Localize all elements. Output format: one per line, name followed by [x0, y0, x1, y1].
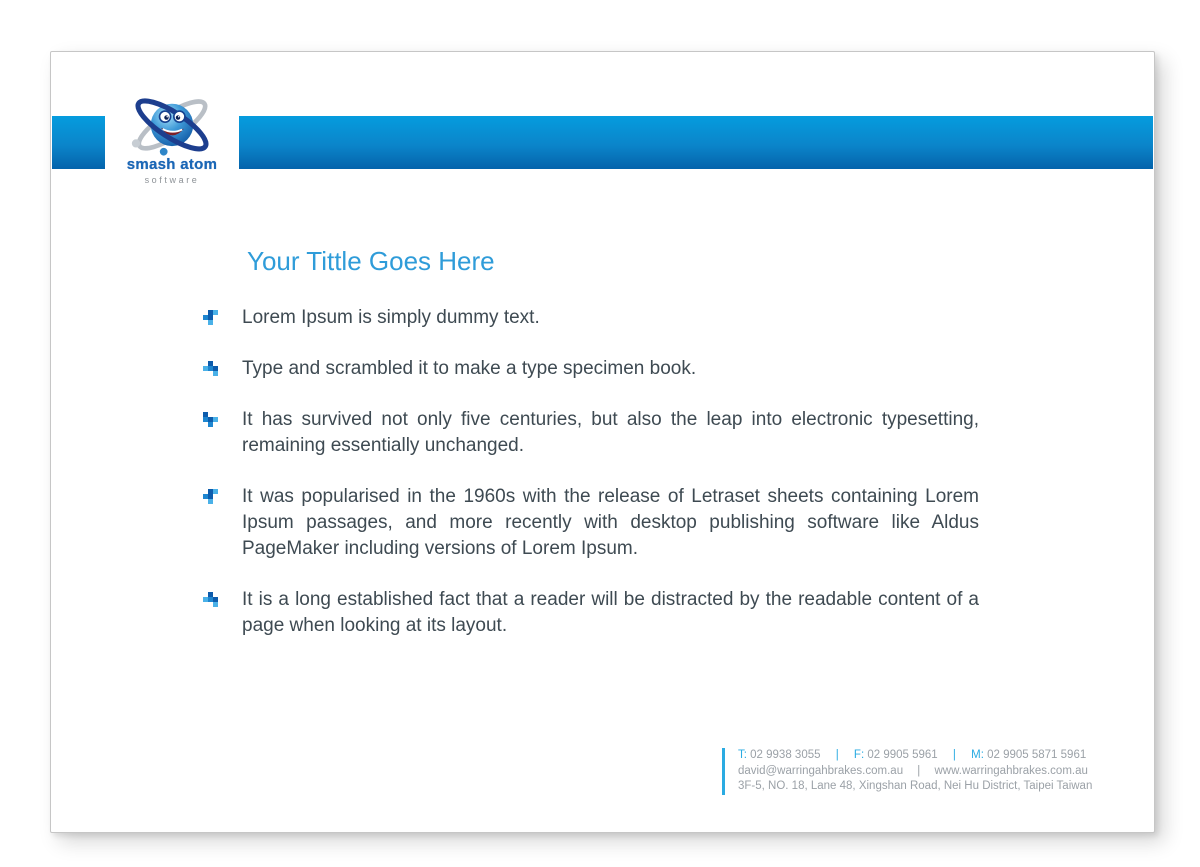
bullet-text: It has survived not only five centuries, but also the leap into electronic typesetting, remaining essentially unchanged. [242, 409, 979, 456]
bullet-text: It was popularised in the 1960s with the release of Letraset sheets containing Lorem Ipsum passages, and more recently with desktop publishing software like Aldus PageMaker including versions of Lorem Ipsum. [242, 486, 979, 559]
pixel-cluster-bullet-icon [203, 592, 219, 607]
atom-mascot-icon [125, 88, 219, 160]
mobile-label: M: [971, 749, 984, 761]
pixel-cluster-bullet-icon [203, 489, 219, 504]
list-item [201, 407, 979, 459]
pixel-cluster-bullet-icon [203, 412, 219, 427]
separator: | [917, 764, 921, 777]
page-title: Your Tittle Goes Here [247, 246, 495, 276]
contact-block [722, 748, 1110, 795]
phone-number: 02 9938 3055 [750, 749, 821, 761]
fax-label: F: [853, 749, 865, 761]
bullet-text: Lorem Ipsum is simply dummy text. [242, 307, 540, 328]
mobile-number: 02 9905 5871 5961 [987, 749, 1087, 761]
separator: | [952, 749, 956, 761]
bullet-text: Type and scrambled it to make a type specimen book. [242, 358, 697, 379]
list-item [201, 484, 979, 562]
company-logo [103, 88, 241, 185]
email-address: david@warringahbrakes.com.au [738, 764, 904, 777]
fax-number: 02 9905 5961 [867, 749, 938, 761]
header-bar-left-segment [52, 116, 105, 169]
bullet-list [201, 305, 979, 639]
website-url: www.warringahbrakes.com.au [934, 764, 1088, 777]
letterhead-page [50, 51, 1155, 833]
contact-phone-line [738, 748, 1110, 764]
contact-web-line [738, 764, 1110, 780]
separator: | [835, 749, 839, 761]
logo-subtitle: software [144, 175, 200, 185]
list-item [201, 305, 979, 331]
list-item [201, 356, 979, 382]
logo-name: smash atom [126, 156, 218, 173]
pixel-cluster-bullet-icon [203, 361, 219, 376]
list-item [201, 587, 979, 639]
contact-address-line: 3F-5, NO. 18, Lane 48, Xingshan Road, Nei Hu District, Taipei Taiwan [738, 780, 1093, 792]
bullet-text: It is a long established fact that a reader will be distracted by the readable content of a page when looking at its layout. [242, 589, 979, 636]
header-bar-right-segment [239, 116, 1153, 169]
pixel-cluster-bullet-icon [203, 310, 219, 325]
slide-content [201, 246, 979, 664]
phone-label: T: [738, 749, 747, 761]
